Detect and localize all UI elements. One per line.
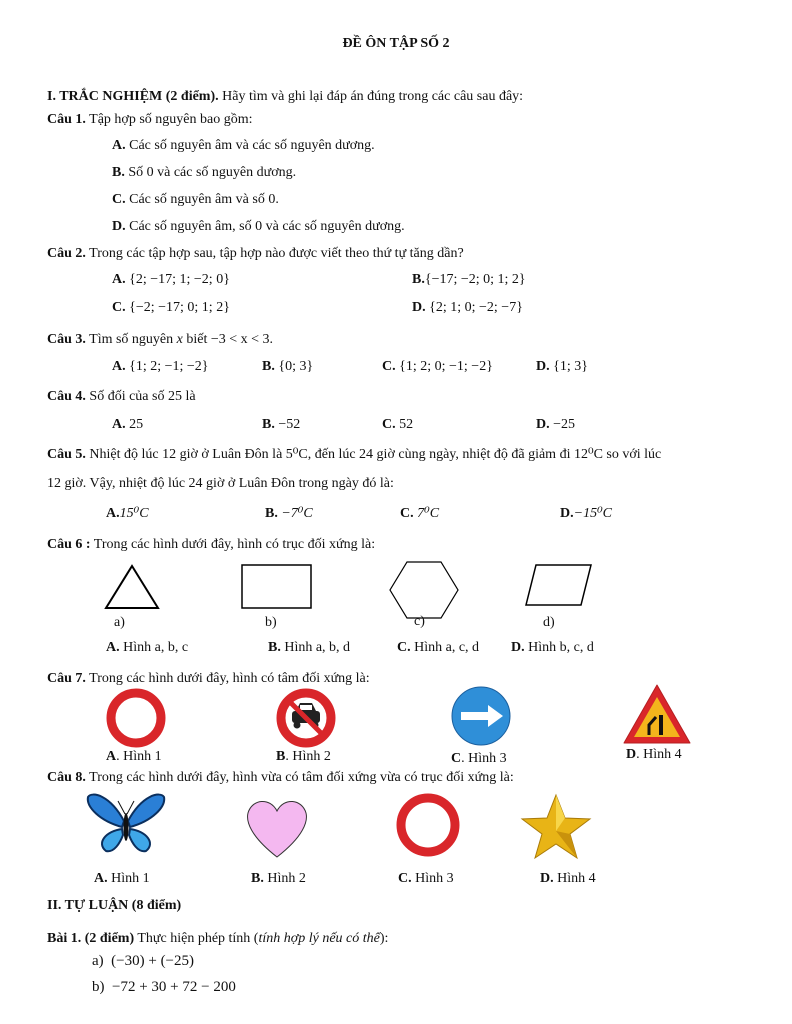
q5-option-b <box>265 505 313 522</box>
option-text: {−2; −17; 0; 1; 2} <box>125 300 230 315</box>
q3-option-c <box>382 359 493 375</box>
option-key: B. <box>265 506 278 521</box>
q5-stem <box>47 446 661 463</box>
option-text: −52 <box>274 417 301 432</box>
q7-label: Câu 7. <box>47 671 86 686</box>
q8-option-a <box>94 871 150 887</box>
option-key: A. <box>106 506 120 521</box>
option-key: A <box>106 749 117 764</box>
option-key: C. <box>397 640 411 655</box>
option-key: C. <box>112 192 126 207</box>
q4-option-c <box>382 417 413 433</box>
red-ring-sign <box>111 693 161 743</box>
option-key: D. <box>412 300 426 315</box>
item-expression: −72 + 30 + 72 − 200 <box>112 979 236 995</box>
q5-option-c <box>400 505 439 522</box>
option-text: Các số nguyên âm và các số nguyên dương. <box>125 138 375 153</box>
q5-option-d <box>560 505 612 522</box>
option-text: −7⁰C <box>277 506 313 521</box>
q3-option-d <box>536 359 588 375</box>
option-key: D. <box>560 506 574 521</box>
option-text: Số 0 và các số nguyên dương. <box>124 165 297 180</box>
q3-label: Câu 3. <box>47 332 86 347</box>
option-key: D. <box>511 640 525 655</box>
heart-shape <box>248 801 307 857</box>
option-key: B. <box>412 272 425 287</box>
option-text: {0; 3} <box>274 359 314 374</box>
option-text: Hình b, c, d <box>524 640 594 655</box>
option-text: Hình a, b, d <box>280 640 351 655</box>
q3-option-a <box>112 359 209 375</box>
q5-line2: 12 giờ. Vậy, nhiệt độ lúc 24 giờ ở Luân Đôn trong ngày đó là: <box>47 476 394 491</box>
option-key: A. <box>112 138 126 153</box>
option-text: . Hình 1 <box>116 749 162 764</box>
option-text: Các số nguyên âm, số 0 và các số nguyên dương. <box>125 219 405 234</box>
section2-heading <box>47 898 181 914</box>
q8-option-b <box>251 871 306 887</box>
q6-text: Trong các hình dưới đây, hình có trục đối xứng là: <box>90 537 376 552</box>
q8-figures <box>0 791 792 866</box>
hexagon-shape <box>390 562 458 618</box>
q6-figure-label-b: b) <box>265 615 277 630</box>
bai1-label: Bài 1. (2 điểm) <box>47 931 135 946</box>
q1-option-a <box>112 138 375 154</box>
q2-text: Trong các tập hợp sau, tập hợp nào được viết theo thứ tự tăng dần? <box>85 246 464 261</box>
q4-label: Câu 4. <box>47 389 86 404</box>
red-ring-shape <box>401 798 455 852</box>
option-text: −15⁰C <box>573 506 613 521</box>
rectangle-shape <box>242 565 311 608</box>
option-key: C. <box>400 506 414 521</box>
q4-option-a <box>112 417 143 433</box>
option-key: B. <box>268 640 281 655</box>
bai1-text: Thực hiện phép tính ( <box>134 931 259 946</box>
option-key: B. <box>251 871 264 886</box>
option-key: A. <box>106 640 120 655</box>
option-key: B. <box>262 359 275 374</box>
q6-figure-label-d: d) <box>543 615 555 630</box>
q3-stem <box>47 332 273 348</box>
option-key: D <box>626 747 637 762</box>
option-text: Hình 3 <box>411 871 454 886</box>
q4-stem <box>47 389 196 405</box>
q1-text: Tập hợp số nguyên bao gồm: <box>85 112 253 127</box>
q2-option-b <box>412 272 526 288</box>
page-title: ĐỀ ÔN TẬP SỐ 2 <box>342 36 450 51</box>
no-car-sign <box>281 693 331 743</box>
item-expression: (−30) + (−25) <box>111 953 195 969</box>
option-key: B <box>276 749 286 764</box>
q4-option-d <box>536 417 575 433</box>
option-key: D. <box>112 219 126 234</box>
q7-text: Trong các hình dưới đây, hình có tâm đối xứng là: <box>85 671 370 686</box>
q5-option-a <box>106 505 149 522</box>
option-text: {2; −17; 1; −2; 0} <box>125 272 230 287</box>
option-key: D. <box>536 359 550 374</box>
option-text: {2; 1; 0; −2; −7} <box>425 300 523 315</box>
q6-option-c <box>397 640 479 656</box>
q5-label: Câu 5. <box>47 447 86 462</box>
option-key: B. <box>262 417 275 432</box>
section1-line <box>47 89 523 105</box>
q6-label: Câu 6 : <box>47 537 91 552</box>
section2-heading-text: II. TỰ LUẬN (8 điểm) <box>47 898 182 913</box>
option-text: 25 <box>125 417 144 432</box>
q1-option-d <box>112 219 405 235</box>
option-text: 7⁰C <box>413 506 440 521</box>
q4-text: Số đối của số 25 là <box>85 389 196 404</box>
option-key: C. <box>398 871 412 886</box>
option-key: A. <box>112 272 126 287</box>
bai1-item-a <box>92 953 194 970</box>
option-text: {1; 2; 0; −1; −2} <box>395 359 493 374</box>
parallelogram-shape <box>526 565 591 605</box>
q6-figure-label-c: c) <box>414 614 425 629</box>
item-key: b) <box>92 979 105 995</box>
q8-option-d <box>540 871 596 887</box>
q7-option-a <box>106 749 162 765</box>
q1-stem <box>47 112 252 128</box>
option-key: C. <box>382 359 396 374</box>
gold-star <box>522 795 590 858</box>
section1-instruction: Hãy tìm và ghi lại đáp án đúng trong các câu sau đây: <box>218 89 524 104</box>
q5-line1: Nhiệt độ lúc 12 giờ ở Luân Đôn là 5⁰C, đến lúc 24 giờ cùng ngày, nhiệt độ đã giảm đi 12⁰C so với lúc <box>85 447 662 462</box>
bai1-close: ): <box>379 931 389 946</box>
q1-label: Câu 1. <box>47 112 86 127</box>
option-key: D. <box>540 871 554 886</box>
option-key: D. <box>536 417 550 432</box>
item-key: a) <box>92 953 104 969</box>
q7-option-c <box>451 751 507 767</box>
option-text: 52 <box>395 417 414 432</box>
option-text: Hình 1 <box>107 871 150 886</box>
q8-stem <box>47 770 514 786</box>
merge-warning-sign <box>624 685 690 743</box>
option-text: 15⁰C <box>119 506 149 521</box>
option-key: C. <box>382 417 396 432</box>
option-text: {1; 3} <box>549 359 588 374</box>
blue-arrow-sign <box>452 687 510 745</box>
option-key: A. <box>112 359 126 374</box>
q3-option-b <box>262 359 313 375</box>
q2-option-a <box>112 272 230 288</box>
q3-variable: x <box>176 332 183 347</box>
option-key: C. <box>112 300 126 315</box>
q6-stem <box>47 537 375 553</box>
option-key: B. <box>112 165 125 180</box>
q6-option-d <box>511 640 594 656</box>
q7-option-d <box>626 747 682 763</box>
option-text: Hình 4 <box>553 871 596 886</box>
q6-option-b <box>268 640 350 656</box>
q3-text-mid: biết <box>182 332 211 347</box>
bai1-stem <box>47 931 388 947</box>
q3-condition: −3 < x < 3. <box>210 332 274 347</box>
bai1-italic: tính hợp lý nếu có thể <box>258 931 380 946</box>
option-text: Các số nguyên âm và số 0. <box>125 192 279 207</box>
q3-text: Tìm số nguyên <box>85 332 177 347</box>
butterfly-image <box>88 795 164 852</box>
option-key: C <box>451 751 462 766</box>
option-key: A. <box>94 871 108 886</box>
option-text: Hình 2 <box>263 871 306 886</box>
section1-heading: I. TRẮC NGHIỆM (2 điểm). <box>47 89 219 104</box>
option-text: {1; 2; −1; −2} <box>125 359 209 374</box>
q6-option-a <box>106 640 188 656</box>
q7-figures <box>0 685 792 755</box>
q8-label: Câu 8. <box>47 770 86 785</box>
option-text: . Hình 4 <box>636 747 682 762</box>
option-text: {−17; −2; 0; 1; 2} <box>424 272 526 287</box>
option-text: −25 <box>549 417 576 432</box>
q2-stem <box>47 246 464 262</box>
q8-text: Trong các hình dưới đây, hình vừa có tâm đối xứng vừa có trục đối xứng là: <box>85 770 514 785</box>
q4-option-b <box>262 417 300 433</box>
triangle-shape <box>106 566 158 608</box>
q8-option-c <box>398 871 454 887</box>
q1-option-c <box>112 192 279 208</box>
option-text: Hình a, b, c <box>119 640 189 655</box>
q6-figure-label-a: a) <box>114 615 125 630</box>
q7-option-b <box>276 749 331 765</box>
option-text: . Hình 2 <box>285 749 331 764</box>
q1-option-b <box>112 165 296 181</box>
option-key: A. <box>112 417 126 432</box>
q2-option-d <box>412 300 523 316</box>
bai1-item-b <box>92 979 236 996</box>
q2-label: Câu 2. <box>47 246 86 261</box>
option-text: Hình a, c, d <box>410 640 480 655</box>
option-text: . Hình 3 <box>461 751 507 766</box>
q2-option-c <box>112 300 230 316</box>
